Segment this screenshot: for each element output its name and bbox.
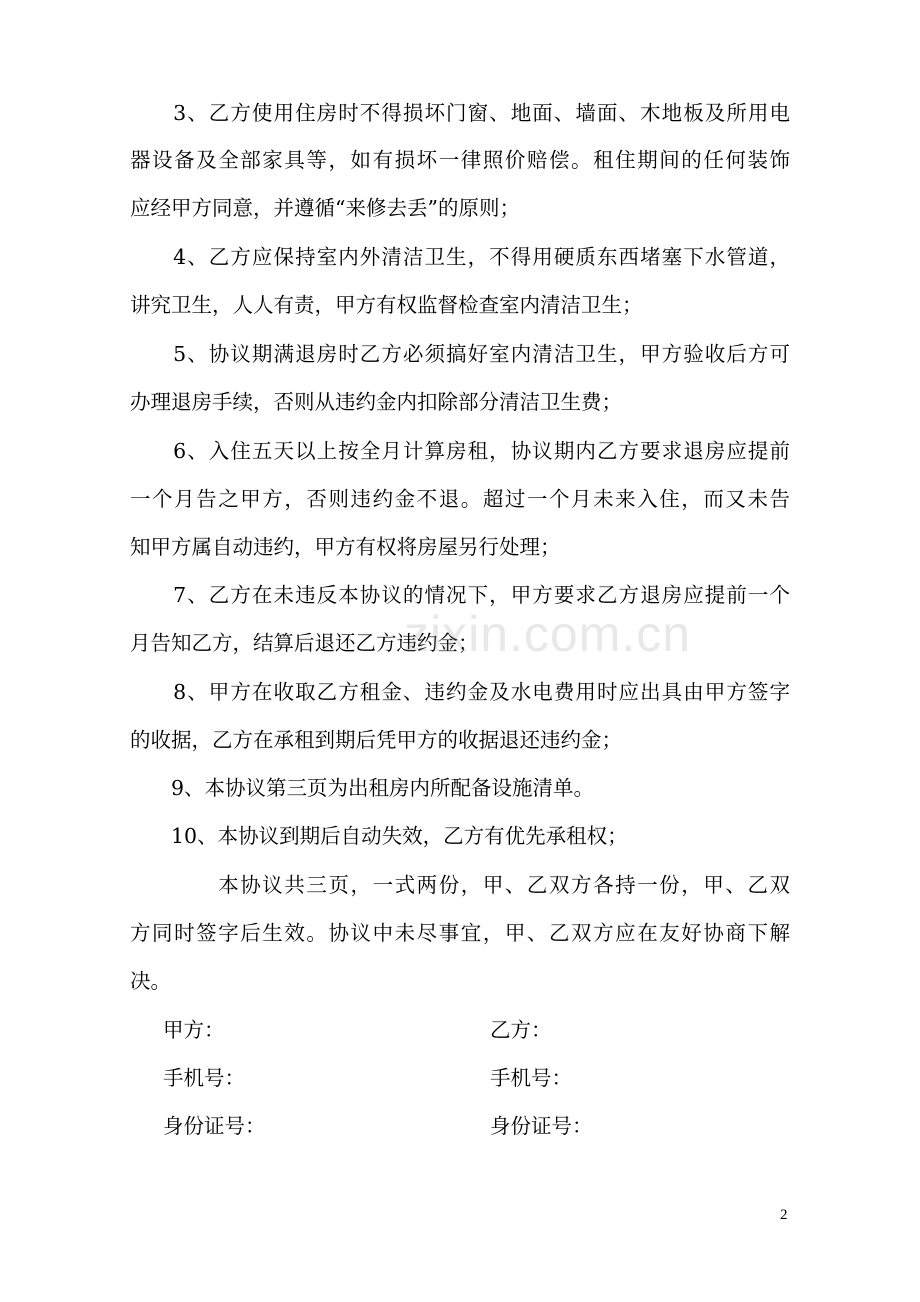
clause-5-line-2: 办理退房手续，否则从违约金内扣除部分清洁卫生费；	[130, 390, 622, 414]
clause-9-line-1: 9、本协议第三页为出租房内所配备设施清单。	[130, 776, 595, 800]
party-b-label: 乙方：	[490, 1018, 552, 1042]
clause-3-line-3: 应经甲方同意，并遵循“来修去丢”的原则；	[130, 196, 520, 220]
clause-5-line-1: 5、协议期满退房时乙方必须搞好室内清洁卫生，甲方验收后方可	[130, 342, 790, 366]
clause-7-line-1: 7、乙方在未违反本协议的情况下，甲方要求乙方退房应提前一个	[130, 583, 790, 607]
clause-8-line-2: 的收据，乙方在承租到期后凭甲方的收据退还违约金；	[130, 728, 622, 752]
party-b-id-label: 身份证号：	[490, 1114, 593, 1138]
clause-6-line-2: 一个月告之甲方，否则违约金不退。超过一个月未来入住，而又未告	[130, 487, 790, 511]
clause-6-line-1: 6、入住五天以上按全月计算房租，协议期内乙方要求退房应提前	[130, 439, 790, 463]
closing-line-3: 决。	[130, 969, 171, 993]
clause-6-line-3: 知甲方属自动违约，甲方有权将房屋另行处理；	[130, 535, 561, 559]
closing-line-1: 本协议共三页，一式两份，甲、乙双方各持一份，甲、乙双	[130, 873, 790, 897]
party-b-phone-label: 手机号：	[490, 1066, 572, 1090]
party-a-id-label: 身份证号：	[163, 1114, 266, 1138]
clause-10-line-1: 10、本协议到期后自动失效，乙方有优先承租权；	[130, 824, 628, 848]
clause-3-line-1: 3、乙方使用住房时不得损坏门窗、地面、墙面、木地板及所用电	[130, 101, 790, 125]
clause-4-line-2: 讲究卫生，人人有责，甲方有权监督检查室内清洁卫生；	[130, 293, 643, 317]
clause-4-line-1: 4、乙方应保持室内外清洁卫生，不得用硬质东西堵塞下水管道，	[130, 245, 790, 269]
clause-3-line-2: 器设备及全部家具等，如有损坏一律照价赔偿。租住期间的任何装饰	[130, 148, 790, 172]
clause-7-line-2: 月告知乙方，结算后退还乙方违约金；	[130, 631, 479, 655]
page-number: 2	[780, 1207, 788, 1223]
party-a-phone-label: 手机号：	[163, 1066, 245, 1090]
clause-8-line-1: 8、甲方在收取乙方租金、违约金及水电费用时应出具由甲方签字	[130, 680, 790, 704]
party-a-label: 甲方：	[163, 1018, 225, 1042]
watermark: zixin.com.cn	[404, 606, 692, 662]
closing-line-2: 方同时签字后生效。协议中未尽事宜，甲、乙双方应在友好协商下解	[130, 921, 790, 945]
